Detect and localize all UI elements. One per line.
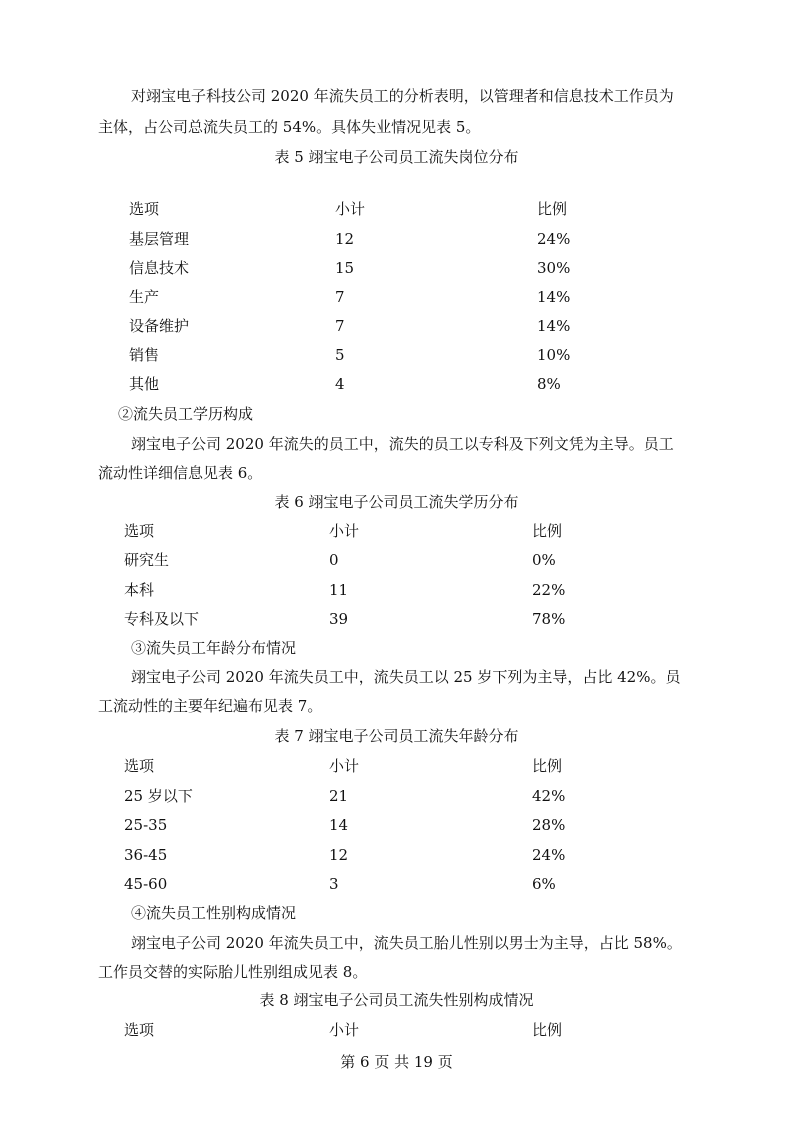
table6-cell: 专科及以下 xyxy=(124,610,200,628)
table5-header-option: 选项 xyxy=(129,200,160,218)
table6-header-count: 小计 xyxy=(329,522,360,540)
table7-header-count: 小计 xyxy=(329,757,360,775)
table5-cell: 其他 xyxy=(129,375,160,393)
table5-cell: 10% xyxy=(537,346,571,364)
table5-cell: 14% xyxy=(537,317,571,335)
table6-cell: 22% xyxy=(532,581,566,599)
table5-cell: 12 xyxy=(335,230,355,248)
section4-line-1: 翊宝电子公司 2020 年流失员工中，流失员工胎儿性别以男士为主导，占比 58%。 xyxy=(131,934,682,952)
table8-header-option: 选项 xyxy=(124,1021,155,1039)
table5-cell: 7 xyxy=(335,317,345,335)
table7-cell: 24% xyxy=(532,846,566,864)
table7-cell: 42% xyxy=(532,787,566,805)
table8-header-ratio: 比例 xyxy=(532,1021,563,1039)
section4-line-2: 工作员交替的实际胎儿性别组成见表 8。 xyxy=(98,963,368,981)
table6-cell: 研究生 xyxy=(124,551,170,569)
table7-cell: 45-60 xyxy=(124,875,168,893)
intro-line-1: 对翊宝电子科技公司 2020 年流失员工的分析表明，以管理者和信息技术工作员为 xyxy=(131,87,674,105)
table5-header-ratio: 比例 xyxy=(537,200,568,218)
table5-caption: 表 5 翊宝电子公司员工流失岗位分布 xyxy=(274,148,519,166)
table6-cell: 11 xyxy=(329,581,349,599)
table5-cell: 5 xyxy=(335,346,345,364)
table6-header-option: 选项 xyxy=(124,522,155,540)
table6-cell: 本科 xyxy=(124,581,155,599)
table5-cell: 24% xyxy=(537,230,571,248)
intro-line-2: 主体，占公司总流失员工的 54%。具体失业情况见表 5。 xyxy=(98,118,481,136)
table5-cell: 14% xyxy=(537,288,571,306)
table6-header-ratio: 比例 xyxy=(532,522,563,540)
table5-cell: 设备维护 xyxy=(129,317,190,335)
page-number: 第 6 页 共 19 页 xyxy=(340,1053,453,1071)
table5-cell: 30% xyxy=(537,259,571,277)
section3-line-1: 翊宝电子公司 2020 年流失员工中，流失员工以 25 岁下列为主导，占比 42%。员 xyxy=(131,668,681,686)
table6-caption: 表 6 翊宝电子公司员工流失学历分布 xyxy=(274,493,519,511)
table7-cell: 6% xyxy=(532,875,556,893)
table7-cell: 25 岁以下 xyxy=(124,787,193,805)
table5-cell: 信息技术 xyxy=(129,259,190,277)
section2-heading: ②流失员工学历构成 xyxy=(118,405,254,423)
table5-cell: 销售 xyxy=(129,346,160,364)
section4-heading: ④流失员工性别构成情况 xyxy=(131,904,297,922)
table7-cell: 3 xyxy=(329,875,339,893)
table5-cell: 7 xyxy=(335,288,345,306)
section3-line-2: 工流动性的主要年纪遍布见表 7。 xyxy=(98,697,323,715)
section3-heading: ③流失员工年龄分布情况 xyxy=(131,639,297,657)
table7-cell: 14 xyxy=(329,816,349,834)
table5-cell: 基层管理 xyxy=(129,230,190,248)
table5-cell: 4 xyxy=(335,375,345,393)
table7-cell: 12 xyxy=(329,846,349,864)
table7-header-option: 选项 xyxy=(124,757,155,775)
table8-caption: 表 8 翊宝电子公司员工流失性别构成情况 xyxy=(259,991,534,1009)
table8-header-count: 小计 xyxy=(329,1021,360,1039)
table7-cell: 21 xyxy=(329,787,349,805)
table5-cell: 生产 xyxy=(129,288,160,306)
section2-line-1: 翊宝电子公司 2020 年流失的员工中，流失的员工以专科及下列文凭为主导。员工 xyxy=(131,435,674,453)
table5-header-count: 小计 xyxy=(335,200,366,218)
table7-caption: 表 7 翊宝电子公司员工流失年龄分布 xyxy=(274,727,519,745)
table6-cell: 0 xyxy=(329,551,339,569)
table6-cell: 0% xyxy=(532,551,556,569)
table7-cell: 25-35 xyxy=(124,816,168,834)
table7-header-ratio: 比例 xyxy=(532,757,563,775)
table6-cell: 78% xyxy=(532,610,566,628)
table7-cell: 36-45 xyxy=(124,846,168,864)
table5-cell: 15 xyxy=(335,259,355,277)
table6-cell: 39 xyxy=(329,610,349,628)
table5-cell: 8% xyxy=(537,375,561,393)
section2-line-2: 流动性详细信息见表 6。 xyxy=(98,464,263,482)
table7-cell: 28% xyxy=(532,816,566,834)
